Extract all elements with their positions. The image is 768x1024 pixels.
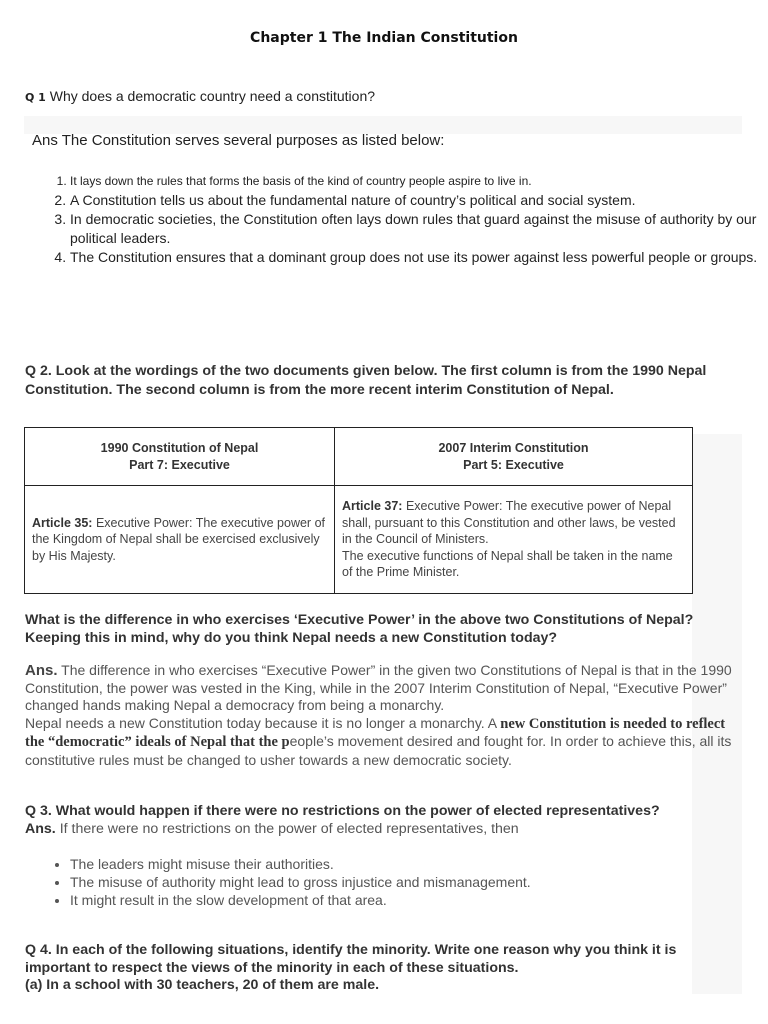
question-2-followup: What is the difference in who exercises ‘Executive Power’ in the above two Constitutions of Nepal? Keeping this in mind, why do you think Nepal needs a new Constitution today? <box>25 612 694 646</box>
answer-text: Nepal needs a new Constitution today because it is no longer a monarchy. A <box>25 714 497 731</box>
list-item: • It might result in the slow development of that area. <box>70 891 768 909</box>
question-1 <box>25 88 375 104</box>
list-item: 4. The Constitution ensures that a dominant group does not use its power against less powerful people or groups. <box>70 248 768 267</box>
list-item: 1. It lays down the rules that forms the basis of the kind of country people aspire to live in. <box>70 172 768 191</box>
answer-text: eople’s movement desired and fought for. In order to achieve this, all its constitutive rules must be changed to usher towards a new democratic society. <box>25 733 732 768</box>
article-label: Article 35: <box>32 515 93 530</box>
question-4 <box>25 942 745 995</box>
list-item: 2. A Constitution tells us about the fundamental nature of country’s political and social system. <box>70 191 768 210</box>
article-text-extra: The executive functions of Nepal shall be taken in the name of the Prime Minister. <box>342 548 673 580</box>
table-header-2007 <box>335 428 693 486</box>
question-1-number: Q 1 <box>25 91 46 104</box>
answer-3-intro <box>25 821 745 839</box>
answer-2 <box>25 662 745 770</box>
article-text: Executive Power: The executive power of Nepal shall, pursuant to this Constitution and other laws, be vested in the Council of Ministers. <box>342 499 676 547</box>
list-item: • The leaders might misuse their authorities. <box>70 855 768 873</box>
answer-text-serif: new Constitution is needed to reflect the “democratic” ideals of Nepal that the p <box>25 715 726 751</box>
header-part: Part 7: Executive <box>129 457 230 472</box>
answer-2-paragraph-2 <box>25 715 745 770</box>
constitution-comparison-table <box>24 427 693 594</box>
answer-text: The difference in who exercises “Executive Power” in the given two Constitutions of Nepal is that in the 1990 Constitution, the power was vested in the King, while in the 2007 Interim Constitution of Nepal, “Executive Power” changed hands making Nepal a democracy from being a monarchy. <box>25 662 732 714</box>
list-item: • The misuse of authority might lead to gross injustice and mismanagement. <box>70 873 768 891</box>
article-label: Article 37: <box>342 499 403 514</box>
question-2: Q 2. Look at the wordings of the two documents given below. The first column is from the 1990 Nepal Constitution. The second column is from the more recent interim Constitution of Nepal. <box>25 363 707 398</box>
table-cell-article-37 <box>335 486 693 594</box>
list-item: 3. In democratic societies, the Constitution often lays down rules that guard against the misuse of authority by our political leaders. <box>70 210 768 248</box>
article-text: Executive Power: The executive power of the Kingdom of Nepal shall be exercised exclusively by His Majesty. <box>32 515 325 563</box>
question-3 <box>25 803 745 838</box>
answer-2-paragraph-1 <box>25 662 745 715</box>
answer-1-intro: Ans The Constitution serves several purposes as listed below: <box>32 132 445 149</box>
answer-text: If there were no restrictions on the power of elected representatives, then <box>59 820 519 837</box>
header-title: 2007 Interim Constitution <box>438 440 589 455</box>
table-cell-article-35 <box>25 486 335 594</box>
question-4-part-a: (a) In a school with 30 teachers, 20 of them are male. <box>25 977 380 993</box>
header-part: Part 5: Executive <box>463 457 564 472</box>
page-title: Chapter 1 The Indian Constitution <box>250 30 518 46</box>
answer-1-list <box>30 172 768 267</box>
question-4-text: Q 4. In each of the following situations, identify the minority. Write one reason why you think it is important to respect the views of the minority in each of these situations. <box>25 942 677 976</box>
answer-3-list <box>30 855 768 909</box>
answer-label: Ans. <box>25 662 58 679</box>
table-header-1990 <box>25 428 335 486</box>
header-title: 1990 Constitution of Nepal <box>100 440 259 455</box>
answer-label: Ans. <box>25 820 56 837</box>
question-1-text: Why does a democratic country need a constitution? <box>49 88 376 104</box>
question-3-text: Q 3. What would happen if there were no restrictions on the power of elected representatives? <box>25 803 660 819</box>
